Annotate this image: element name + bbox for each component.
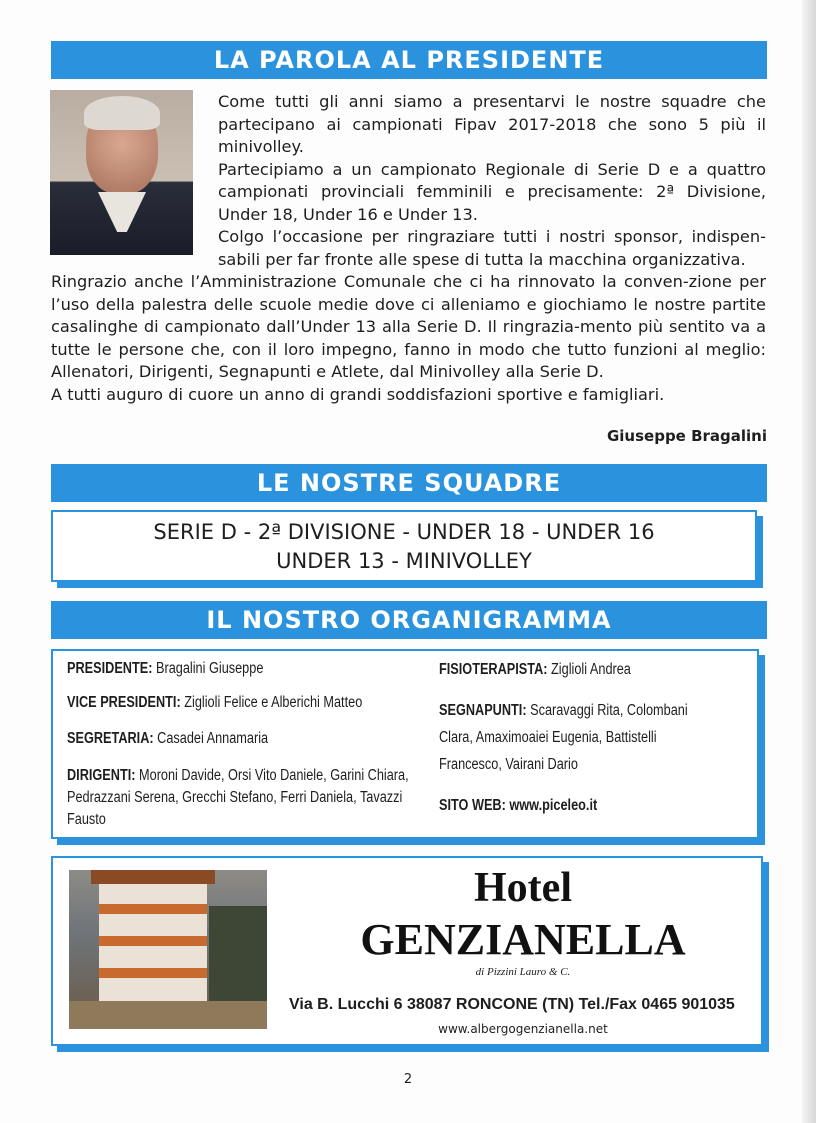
hotel-photo <box>69 870 267 1029</box>
org-segretaria: SEGRETARIA: Casadei Annamaria <box>67 730 269 747</box>
hotel-website: www.albergogenzianella.net <box>438 1022 608 1036</box>
teams-section-title: LE NOSTRE SQUADRE <box>51 464 767 502</box>
hotel-ad <box>51 856 763 1046</box>
president-paragraph-4: Ringrazio anche l’Amministrazione Comunale che ci ha rinnovato la conven-zione per l’uso della palestra delle scuole medie dove ci alleniamo e giochiamo le nostre partite casalinghe di campionato dall’Under 13 alla Serie D. Il ringrazia-mento più sentito va a tutte le persone che, con il loro impegno, fanno in modo che tutto funzioni al meglio: Allenatori, Dirigenti, Segnapunti e Atlete, dal Minivolley alla Serie D. <box>51 272 766 381</box>
org-dirigenti: DIRIGENTI: Moroni Davide, Orsi Vito Daniele, Garini Chiara, Pedrazzani Serena, Grecchi Stefano, Ferri Daniela, Tavazzi Fausto <box>67 767 409 828</box>
org-sito-web: SITO WEB: www.piceleo.it <box>439 797 598 814</box>
president-text-bottom <box>51 271 766 406</box>
president-paragraph-5: A tutti auguro di cuore un anno di grandi soddisfazioni sportive e famigliari. <box>51 384 665 404</box>
president-paragraph-2: Partecipiamo a un campionato Regionale di Serie D e a quattro campionati provinciali femminili e precisamente: 2ª Divisione, Under 18, Under 16 e Under 13. <box>218 159 766 224</box>
president-photo <box>50 90 193 255</box>
org-segnapunti: SEGNAPUNTI: Scaravaggi Rita, Colombani Clara, Amaximoaiei Eugenia, Battistelli Francesco, Vairani Dario <box>439 702 688 773</box>
org-vice-presidenti: VICE PRESIDENTI: Ziglioli Felice e Alberichi Matteo <box>67 694 363 711</box>
teams-line-2: UNDER 13 - MINIVOLLEY <box>276 549 532 573</box>
president-section-title: LA PAROLA AL PRESIDENTE <box>51 41 767 79</box>
hotel-subtitle: di Pizzini Lauro & C. <box>475 966 571 978</box>
teams-line-1: SERIE D - 2ª DIVISIONE - UNDER 18 - UNDER 16 <box>153 520 655 544</box>
hotel-name-line-1: Hotel <box>474 865 572 911</box>
president-text-top <box>218 91 766 271</box>
org-section-title: IL NOSTRO ORGANIGRAMMA <box>51 601 767 639</box>
page-edge <box>802 0 816 1123</box>
president-paragraph-3: Colgo l’occasione per ringraziare tutti i nostri sponsor, indispen-sabili per far fronte alle spese di tutta la macchina organizzativa. <box>218 227 766 269</box>
president-signature: Giuseppe Bragalini <box>606 427 767 445</box>
hotel-address: Via B. Lucchi 6 38087 RONCONE (TN) Tel./Fax 0465 901035 <box>289 996 735 1013</box>
org-presidente: PRESIDENTE: Bragalini Giuseppe <box>67 660 264 677</box>
teams-box <box>51 510 757 582</box>
page-number: 2 <box>403 1072 413 1087</box>
president-paragraph-1: Come tutti gli anni siamo a presentarvi le nostre squadre che partecipano ai campionati Fipav 2017-2018 che sono 5 più il minivolley. <box>218 92 766 156</box>
org-box <box>51 649 759 839</box>
hotel-name-line-2: GENZIANELLA <box>360 915 686 964</box>
org-fisioterapista: FISIOTERAPISTA: Ziglioli Andrea <box>439 661 631 678</box>
